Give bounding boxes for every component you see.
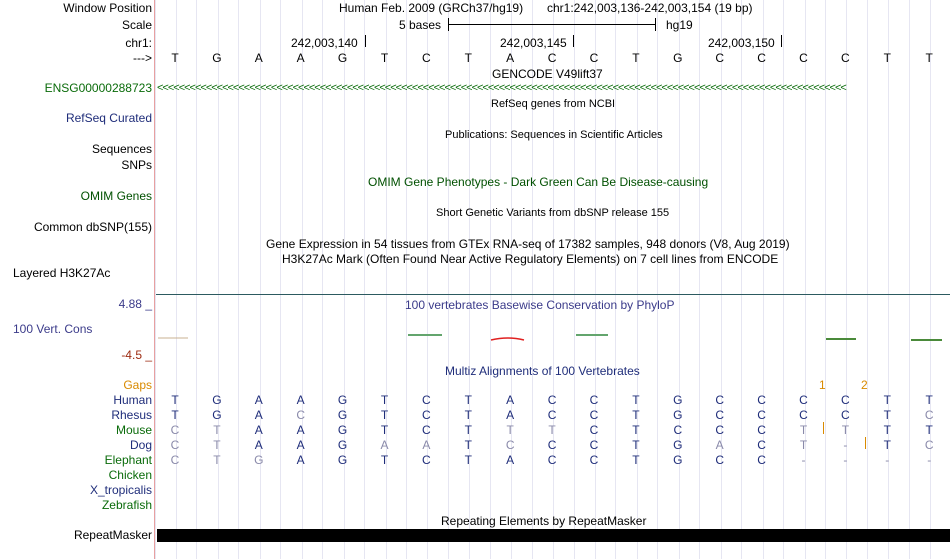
alignment-base: T: [799, 438, 808, 452]
gap-insert-mouse: [823, 422, 824, 434]
scale-db: hg19: [666, 18, 693, 32]
base-13: C: [715, 51, 725, 65]
repeatmasker-track-label[interactable]: RepeatMasker: [73, 528, 152, 542]
label-divider: [154, 0, 155, 559]
alignment-base: A: [380, 438, 389, 452]
tick-mark-1: [365, 35, 366, 47]
alignment-base: T: [925, 423, 933, 437]
alignment-base: A: [506, 408, 515, 422]
gtex-track-title: Gene Expression in 54 tissues from GTEx RNA-seq of 17382 samples, 948 donors (V8, Aug 2019): [266, 237, 790, 251]
tick-label-3: 242,003,150: [708, 36, 775, 50]
alignment-base: C: [757, 423, 766, 437]
assembly-text: Human Feb. 2009 (GRCh37/hg19): [339, 1, 524, 15]
scale-bar-left-cap: [448, 18, 449, 31]
alignment-base: -: [843, 438, 848, 452]
alignment-base: C: [422, 423, 431, 437]
alignment-base: T: [883, 408, 891, 422]
alignment-base: G: [212, 408, 222, 422]
alignment-base: T: [464, 438, 472, 452]
alignment-base: C: [422, 408, 431, 422]
alignment-base: A: [296, 453, 305, 467]
base-6: C: [422, 51, 431, 65]
alignment-base: A: [296, 423, 305, 437]
alignment-base: T: [883, 393, 891, 407]
alignment-base: C: [841, 393, 850, 407]
alignment-base: T: [464, 408, 472, 422]
base-3: A: [296, 51, 305, 65]
alignment-base: C: [589, 438, 599, 452]
chr-label: chr1:: [125, 36, 152, 50]
alignment-base: C: [296, 408, 306, 422]
species-label-rhesus[interactable]: Rhesus: [111, 408, 152, 422]
alignment-base: A: [506, 453, 515, 467]
alignment-base: -: [801, 453, 806, 467]
alignment-base: G: [673, 393, 683, 407]
alignment-base: -: [927, 453, 932, 467]
alignment-base: -: [843, 453, 848, 467]
repeatmasker-element-bar[interactable]: [157, 529, 950, 542]
species-label-human[interactable]: Human: [113, 393, 152, 407]
refseq-track-title: RefSeq genes from NCBI: [491, 98, 616, 110]
conservation-max-label: 4.88 _: [118, 297, 152, 311]
alignment-base: C: [547, 408, 557, 422]
tick-label-1: 242,003,140: [291, 36, 358, 50]
alignment-base: A: [715, 438, 724, 452]
alignment-base: C: [547, 393, 557, 407]
window-position-label: Window Position: [63, 1, 152, 15]
alignment-base: C: [715, 423, 725, 437]
omim-track-label[interactable]: OMIM Genes: [80, 189, 152, 203]
alignment-base: A: [254, 423, 263, 437]
base-5: T: [380, 51, 389, 65]
species-label-mouse[interactable]: Mouse: [115, 423, 152, 437]
alignment-base: C: [589, 408, 599, 422]
base-18: T: [925, 51, 933, 65]
alignment-base: T: [171, 408, 179, 422]
publications-track-title: Publications: Sequences in Scientific Articles: [445, 129, 663, 141]
alignment-base: T: [548, 423, 556, 437]
alignment-base: C: [422, 393, 431, 407]
alignment-base: C: [715, 408, 725, 422]
conservation-track-title: 100 vertebrates Basewise Conservation by PhyloP: [405, 298, 675, 312]
alignment-base: T: [380, 408, 389, 422]
species-label-zebrafish[interactable]: Zebrafish: [101, 498, 152, 512]
scale-text: 5 bases: [399, 18, 442, 32]
snps-track-label[interactable]: SNPs: [121, 158, 152, 172]
alignment-base: T: [380, 393, 389, 407]
arrow-label: --->: [133, 51, 152, 65]
alignment-base: G: [254, 453, 264, 467]
alignment-base: T: [883, 423, 891, 437]
alignment-base: C: [924, 408, 934, 422]
base-7: T: [464, 51, 472, 65]
alignment-base: G: [673, 453, 683, 467]
multiz-track-title: Multiz Alignments of 100 Vertebrates: [445, 364, 640, 378]
alignment-base: C: [757, 408, 766, 422]
h3k27ac-track-title: H3K27Ac Mark (Often Found Near Active Regulatory Elements) on 7 cell lines from ENCODE: [282, 252, 779, 266]
scale-label: Scale: [121, 18, 152, 32]
alignment-base: C: [505, 438, 515, 452]
alignment-base: C: [589, 393, 599, 407]
alignment-base: C: [715, 393, 725, 407]
alignment-base: A: [254, 393, 263, 407]
alignment-base: T: [632, 453, 640, 467]
base-16: C: [841, 51, 850, 65]
base-14: C: [757, 51, 766, 65]
dbsnp-track-title: Short Genetic Variants from dbSNP release 155: [436, 207, 670, 219]
gaps-track-label[interactable]: Gaps: [123, 378, 152, 392]
alignment-base: C: [757, 453, 766, 467]
base-12: G: [673, 51, 683, 65]
alignment-base: C: [841, 408, 850, 422]
alignment-base: T: [380, 453, 389, 467]
alignment-base: T: [799, 423, 808, 437]
conservation-min-label: -4.5 _: [121, 348, 152, 362]
gap-insert-dog: [865, 437, 866, 449]
alignment-base: T: [632, 438, 640, 452]
alignment-base: T: [925, 393, 933, 407]
tick-mark-3: [781, 35, 782, 47]
alignment-base: T: [464, 393, 472, 407]
alignment-base: A: [506, 393, 515, 407]
tick-label-2: 242,003,145: [500, 36, 567, 50]
alignment-base: C: [170, 438, 180, 452]
alignment-base: C: [170, 423, 180, 437]
position-text: chr1:242,003,136-242,003,154 (19 bp): [547, 1, 753, 15]
base-0: T: [171, 51, 179, 65]
alignment-base: C: [547, 438, 557, 452]
alignment-base: T: [464, 423, 472, 437]
alignment-base: C: [422, 453, 431, 467]
base-4: G: [337, 51, 348, 65]
gencode-track-label[interactable]: ENSG00000288723: [44, 81, 152, 95]
alignment-base: G: [337, 438, 348, 452]
gap-marker-1: 1: [819, 378, 826, 392]
alignment-base: T: [632, 408, 640, 422]
h3k27ac-track-label[interactable]: Layered H3K27Ac: [13, 266, 111, 280]
gencode-transcript[interactable]: <<<<<<<<<<<<<<<<<<<<<<<<<<<<<<<<<<<<<<<<<<<<<<<<<<<<<<<<<<<<<<<<<<<<<<<<<<<<<<<<<<<<<<<<<<<<<<<<<<<<<<<<<<<<<<<<<<<<<<<<<<<<<<<: [157, 82, 846, 94]
dbsnp-track-label[interactable]: Common dbSNP(155): [33, 220, 152, 234]
alignment-base: A: [254, 408, 263, 422]
base-11: T: [632, 51, 640, 65]
tick-mark-2: [573, 35, 574, 47]
gencode-track-title: GENCODE V49lift37: [492, 67, 603, 81]
species-label-elephant[interactable]: Elephant: [104, 453, 152, 467]
alignment-base: G: [337, 423, 348, 437]
alignment-base: G: [673, 438, 683, 452]
species-label-dog[interactable]: Dog: [129, 438, 152, 452]
alignment-base: C: [170, 453, 180, 467]
alignment-base: G: [337, 408, 348, 422]
alignment-base: A: [422, 438, 431, 452]
scale-bar: [448, 24, 656, 25]
alignment-base: C: [799, 408, 808, 422]
alignment-base: C: [673, 423, 683, 437]
scale-bar-right-cap: [655, 18, 656, 31]
alignment-base: C: [757, 393, 766, 407]
species-label-x_tropicalis[interactable]: X_tropicalis: [89, 483, 152, 497]
base-10: C: [589, 51, 599, 65]
grid-line: [155, 0, 156, 559]
base-15: C: [799, 51, 808, 65]
conservation-plot: [156, 326, 950, 356]
repeatmasker-track-title: Repeating Elements by RepeatMasker: [441, 514, 647, 528]
h3k27ac-signal-line: [156, 294, 950, 295]
alignment-base: T: [213, 423, 221, 437]
alignment-base: C: [757, 438, 766, 452]
alignment-base: G: [337, 453, 348, 467]
refseq-track-label[interactable]: RefSeq Curated: [65, 111, 152, 125]
alignment-base: T: [464, 453, 472, 467]
base-2: A: [254, 51, 263, 65]
alignment-base: T: [841, 423, 850, 437]
conservation-track-label[interactable]: 100 Vert. Cons: [13, 322, 93, 336]
omim-track-title: OMIM Gene Phenotypes - Dark Green Can Be Disease-causing: [368, 175, 709, 189]
alignment-base: C: [547, 453, 557, 467]
alignment-base: A: [296, 438, 305, 452]
alignment-base: G: [673, 408, 683, 422]
alignment-base: C: [924, 438, 934, 452]
alignment-base: T: [506, 423, 514, 437]
species-label-chicken[interactable]: Chicken: [108, 468, 152, 482]
alignment-base: -: [885, 453, 890, 467]
alignment-base: A: [254, 438, 263, 452]
base-8: A: [506, 51, 515, 65]
alignment-base: C: [715, 453, 725, 467]
alignment-base: T: [171, 393, 179, 407]
alignment-base: T: [213, 438, 221, 452]
alignment-base: G: [337, 393, 348, 407]
sequences-track-label[interactable]: Sequences: [91, 142, 152, 156]
alignment-base: T: [632, 393, 640, 407]
alignment-base: T: [213, 453, 221, 467]
base-1: G: [212, 51, 222, 65]
base-17: T: [883, 51, 891, 65]
alignment-base: C: [589, 453, 599, 467]
alignment-base: T: [883, 438, 891, 452]
alignment-base: C: [589, 423, 599, 437]
alignment-base: C: [799, 393, 808, 407]
base-9: C: [547, 51, 557, 65]
alignment-base: G: [212, 393, 222, 407]
alignment-base: A: [296, 393, 305, 407]
alignment-base: T: [632, 423, 640, 437]
alignment-base: T: [380, 423, 389, 437]
gap-marker-2: 2: [861, 378, 868, 392]
